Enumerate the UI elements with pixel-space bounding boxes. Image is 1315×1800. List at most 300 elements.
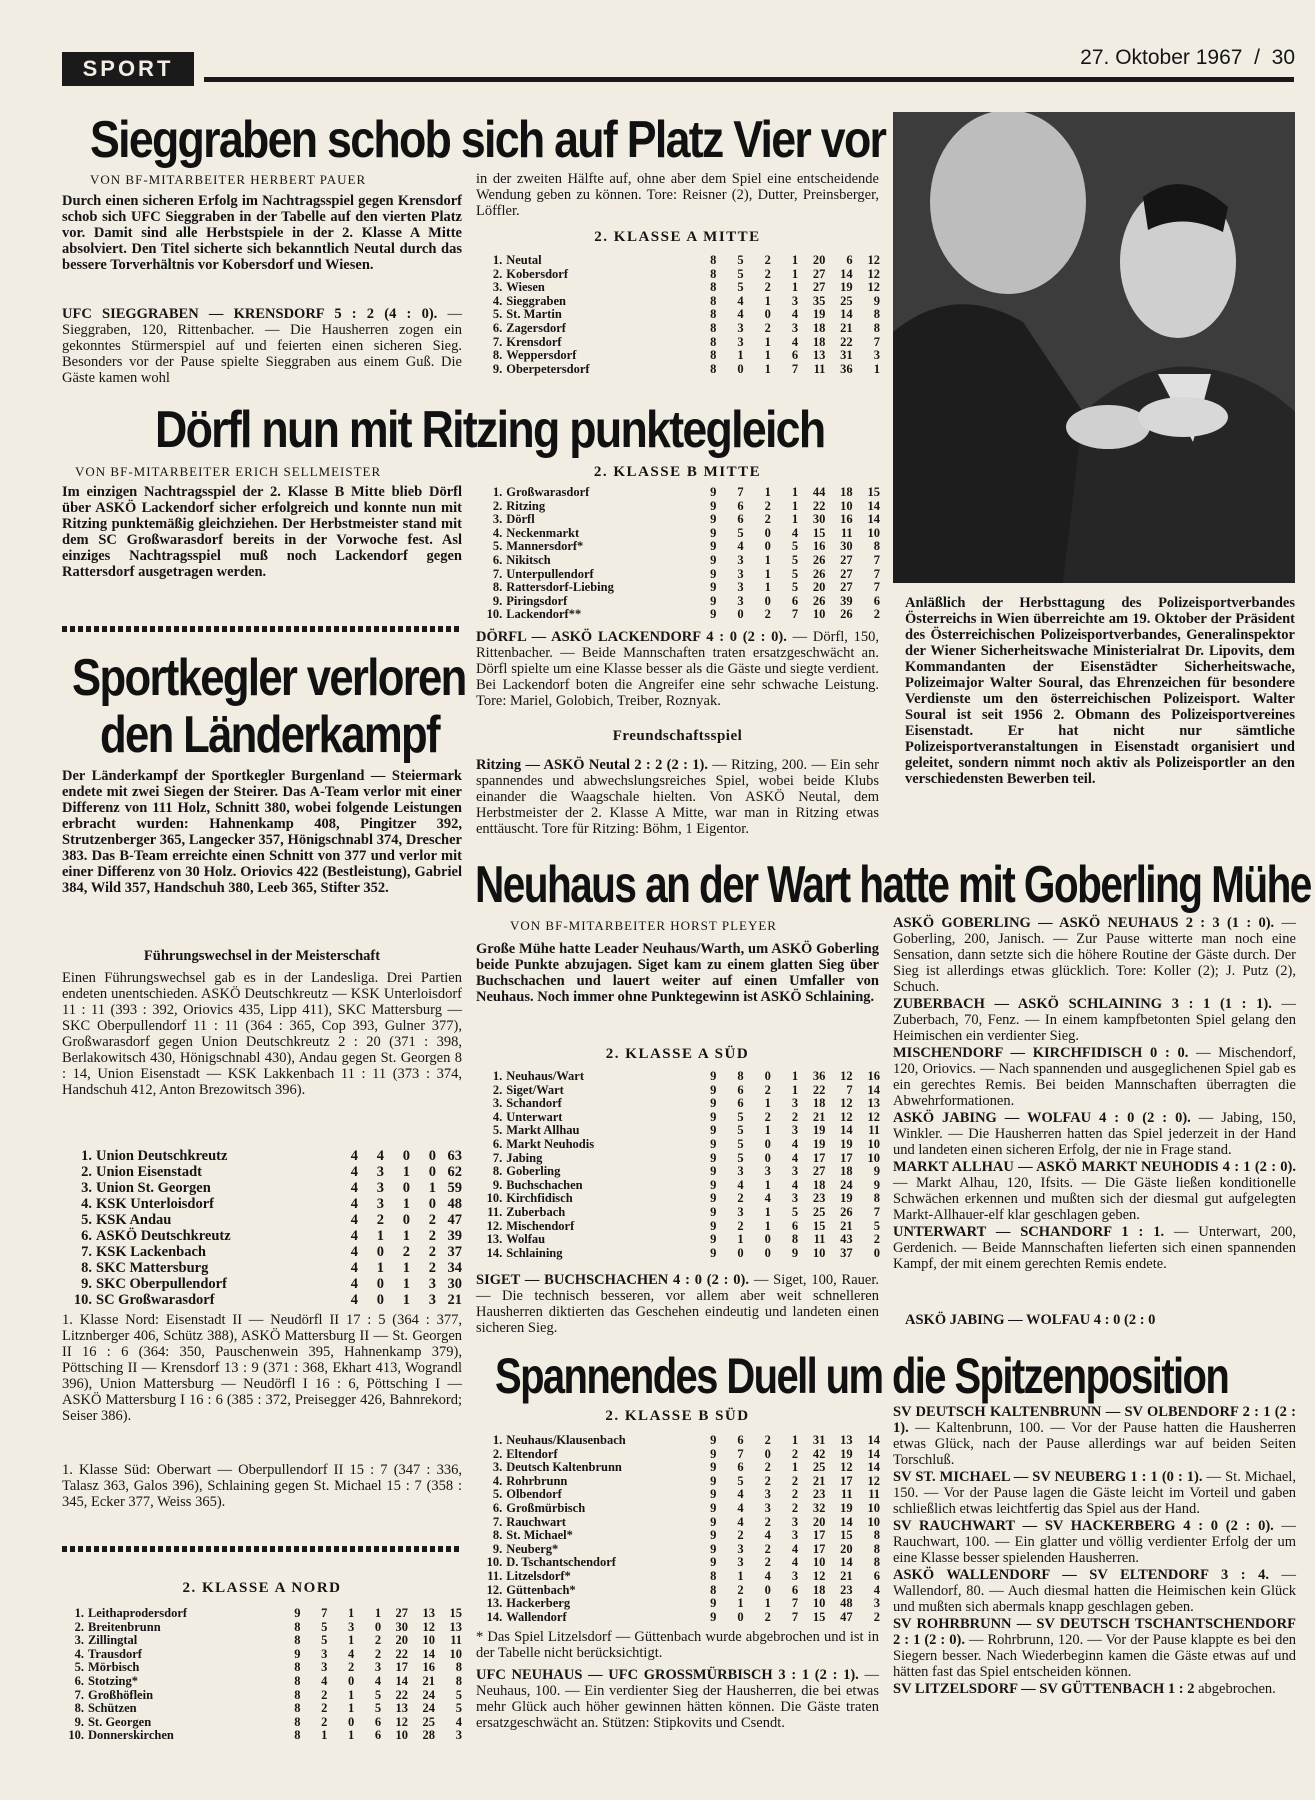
stat-cell: 14 <box>867 512 880 527</box>
team-cell: Jabing <box>506 1150 543 1165</box>
stat-cell: 9 <box>710 1514 717 1529</box>
stat-cell: 2 <box>764 512 771 527</box>
stat-cell: 3 <box>347 1619 355 1634</box>
team-cell: Eltendorf <box>506 1446 558 1461</box>
article-headline-doerfl: Dörfl nun mit Ritzing punktegleich <box>155 401 825 459</box>
team-cell: Unterwart <box>506 1109 563 1124</box>
stat-cell: 8 <box>294 1687 301 1702</box>
stat-cell: 6 <box>737 1096 744 1111</box>
table-row <box>480 1233 880 1247</box>
report-ufc-neuhaus <box>476 1667 879 1731</box>
stat-cell: 0 <box>428 1164 436 1180</box>
stat-cell: 1 <box>791 485 799 499</box>
stat-cell: 8 <box>737 1069 744 1083</box>
stat-cell: 6 <box>374 1714 382 1729</box>
stat-cell: 48 <box>447 1196 462 1212</box>
stat-cell: 14 <box>840 1123 853 1138</box>
stat-cell: 7 <box>791 1609 799 1624</box>
stat-cell: 23 <box>840 1582 853 1597</box>
stat-cell: 19 <box>840 1136 853 1151</box>
stat-cell: 2 <box>764 266 771 281</box>
stat-cell: 6 <box>791 1582 799 1597</box>
stat-cell: 14 <box>840 1514 853 1529</box>
table-row <box>480 1502 880 1516</box>
table-row <box>480 295 880 309</box>
standings-2b-mitte <box>480 486 880 622</box>
stat-cell: 14 <box>867 1460 880 1475</box>
stat-cell: 4 <box>376 1148 384 1164</box>
photo-caption: Anläßlich der Herbsttagung des Polizeisportverbandes Österreichs in Wien überreichte am 19. Oktober der Präsident des Österreichischen Polizeisportverbandes, Generalinspektor der Wiener Sicherheitswache Ministerialrat Dr. Lipovits, dem Kommandanten der Eisenstädter Sicherheitswache, Polizeimajor Walter Soural, das Ehrenzeichen für besondere Verdienste um den österreichischen Polizeisport. Walter Soural ist seit 1956 2. Obmann des Polizeisportvereines Eisenstadt. Er hat nicht nur sämtliche Polizeisportveranstaltungen in Eisenstadt organisiert und geleitet, sondern nimmt noch aktiv als Polizeisportler an den verschiedensten Bewerben teil. <box>905 595 1295 787</box>
stat-cell: 25 <box>812 1460 826 1475</box>
subhead-fuehrungswechsel: Führungswechsel in der Meisterschaft <box>143 948 381 964</box>
page-number: 30 <box>1271 46 1295 69</box>
stat-cell: 14 <box>840 1555 853 1570</box>
stat-cell: 31 <box>812 1433 826 1447</box>
table-row <box>62 1634 462 1648</box>
table-row <box>62 1164 462 1180</box>
stat-cell: 27 <box>812 266 826 281</box>
stat-cell: 5 <box>374 1701 382 1716</box>
stat-cell: 1 <box>737 1568 744 1583</box>
table-row <box>480 1516 880 1530</box>
stat-cell: 3 <box>791 293 799 308</box>
stat-cell: 5 <box>791 580 799 595</box>
rank-cell: 11. <box>487 1568 503 1583</box>
stat-cell: 1 <box>791 1069 799 1083</box>
article-headline-kegler-2: den Länderkampf <box>100 706 439 764</box>
stat-cell: 14 <box>840 307 853 322</box>
stat-cell: 3 <box>321 1660 328 1675</box>
stat-cell: 10 <box>867 1150 880 1165</box>
table-title-2a-sued: 2. KLASSE A SÜD <box>605 1046 750 1062</box>
match-result: UFC SIEGGRABEN — KRENSDORF 5 : 2 (4 : 0). <box>62 306 438 322</box>
standings-table <box>480 1070 880 1260</box>
table-row <box>62 1228 462 1244</box>
stat-cell: 12 <box>840 1096 853 1111</box>
stat-cell: 17 <box>395 1660 409 1675</box>
stat-cell: 12 <box>840 1460 853 1475</box>
stat-cell: 0 <box>347 1673 355 1688</box>
stat-cell: 27 <box>840 566 853 581</box>
stat-cell: 4 <box>321 1673 328 1688</box>
team-cell: Goberling <box>506 1164 561 1179</box>
stat-cell: 12 <box>867 1473 880 1488</box>
stat-cell: 4 <box>764 1191 771 1206</box>
reports-2a-sued <box>893 915 1296 1273</box>
stat-cell: 1 <box>764 348 771 363</box>
stat-cell: 6 <box>791 348 799 363</box>
table-row <box>62 1621 462 1635</box>
rank-cell: 3. <box>74 1633 84 1648</box>
stat-cell: 22 <box>395 1646 409 1661</box>
stat-cell: 25 <box>422 1714 435 1729</box>
team-cell: St. Martin <box>506 307 562 322</box>
footnote-litzelsdorf: * Das Spiel Litzelsdorf — Güttenbach wurde abgebrochen und ist in der Tabelle nicht berücksichtigt. <box>476 1629 879 1661</box>
stat-cell: 8 <box>710 334 717 349</box>
stat-cell: 36 <box>840 361 853 376</box>
stat-cell: 17 <box>840 1150 853 1165</box>
rank-cell: 12. <box>486 1218 503 1233</box>
stat-cell: 1 <box>402 1292 410 1308</box>
team-cell: Litzelsdorf* <box>506 1568 571 1583</box>
table-row <box>480 1097 880 1111</box>
match-text: — Dörfl, 150, Rittenbacher. — Beide Mannschaften traten ersatzgeschwächt an. Dörfl spielte um eine Klasse besser als die Gäste und siegte verdient. Bei Lackendorf boten die Angreifer eine sehr schwache Leistung. Tore: Mariel, Golobich, Treiber, Roznyak. <box>476 629 879 709</box>
stat-cell: 2 <box>791 1500 799 1515</box>
stat-cell: 6 <box>737 498 744 513</box>
stat-cell: 0 <box>428 1148 436 1164</box>
stat-cell: 9 <box>873 1177 880 1192</box>
rank-cell: 5. <box>492 1123 503 1138</box>
stat-cell: 4 <box>350 1212 358 1228</box>
stat-cell: 10 <box>812 1245 826 1260</box>
team-cell: KSK Unterloisdorf <box>96 1196 215 1212</box>
stat-cell: 0 <box>402 1180 410 1196</box>
stat-cell: 12 <box>840 1109 853 1124</box>
stat-cell: 2 <box>873 607 880 622</box>
stat-cell: 5 <box>737 1473 744 1488</box>
byline-sellmeister: VON BF-MITARBEITER ERICH SELLMEISTER <box>75 464 382 479</box>
match-text: — St. Michael, 150. — Vor der Pause lagen die Gäste leicht im Vorteil und gaben schließlich etwas leichtfertig das Spiel aus der Hand. <box>893 1469 1296 1517</box>
stat-cell: 0 <box>376 1244 384 1260</box>
separator-dots <box>62 1546 462 1552</box>
match-result: SV DEUTSCH KALTENBRUNN — SV OLBENDORF 2 : 1 (2 : 1). <box>893 1404 1296 1436</box>
stat-cell: 37 <box>447 1244 462 1260</box>
rank-cell: 2. <box>492 266 503 281</box>
stat-cell: 26 <box>812 593 826 608</box>
rank-cell: 1. <box>492 1069 503 1083</box>
table-row <box>480 1206 880 1220</box>
byline-pauer: VON BF-MITARBEITER HERBERT PAUER <box>90 172 367 187</box>
stat-cell: 8 <box>294 1673 301 1688</box>
match-result: ASKÖ JABING — WOLFAU 4 : 0 (2 : 0). <box>893 1110 1191 1126</box>
rank-cell: 3. <box>81 1180 92 1196</box>
stat-cell: 20 <box>812 253 826 267</box>
match-text: — Siget, 100, Rauer. — Die technisch besseren, vor allem aber weit schnelleren Hausherren diktierten das Geschehen eindeutig und landeten einen sicheren Sieg. <box>476 1272 879 1336</box>
stat-cell: 8 <box>294 1619 301 1634</box>
stat-cell: 30 <box>447 1276 462 1292</box>
stat-cell: 1 <box>376 1260 384 1276</box>
stat-cell: 16 <box>812 539 826 554</box>
stat-cell: 2 <box>764 1473 771 1488</box>
stat-cell: 8 <box>873 1528 880 1543</box>
stat-cell: 0 <box>737 607 744 622</box>
stat-cell: 3 <box>791 1568 799 1583</box>
stat-cell: 2 <box>764 1541 771 1556</box>
stat-cell: 4 <box>791 1541 799 1556</box>
stat-cell: 3 <box>791 1123 799 1138</box>
match-report <box>893 1045 1296 1109</box>
stat-cell: 5 <box>737 1150 744 1165</box>
stat-cell: 7 <box>737 1446 744 1461</box>
stat-cell: 1 <box>764 552 771 567</box>
stat-cell: 18 <box>812 1582 826 1597</box>
stat-cell: 31 <box>840 348 853 363</box>
team-cell: Schandorf <box>506 1096 562 1111</box>
reports-2b-sued <box>893 1404 1296 1698</box>
rank-cell: 9. <box>492 593 503 608</box>
rank-cell: 9. <box>492 1177 503 1192</box>
match-text: — Mischendorf, 120, Oriovics. — Nach spannenden und ausgeglichenen Spiel gab es ein gerechtes Remis. Bei beiden Mannschaften überragten die Abwehrformationen. <box>893 1045 1296 1109</box>
stat-cell: 44 <box>812 485 826 499</box>
table-row <box>62 1729 462 1743</box>
stat-cell: 21 <box>812 1473 826 1488</box>
table-row <box>62 1661 462 1675</box>
table-row <box>480 1084 880 1098</box>
stat-cell: 8 <box>710 1568 717 1583</box>
stat-cell: 6 <box>873 1568 880 1583</box>
stat-cell: 5 <box>455 1701 462 1716</box>
team-cell: Sieggraben <box>506 293 566 308</box>
team-cell: Lackendorf** <box>506 607 582 622</box>
stat-cell: 3 <box>737 320 744 335</box>
rank-cell: 8. <box>492 348 503 363</box>
stat-cell: 9 <box>710 566 717 581</box>
stat-cell: 1 <box>347 1633 355 1648</box>
match-text: — Neuhaus, 100. — Ein verdienter Sieg der Hausherren, die bei etwas mehr Glück auch höher gewinnen hätten können. Die Gäste traten ersatzgeschwächt an. Stützen: Stipkovits und Csendt. <box>476 1667 880 1731</box>
lead-kegler: Der Länderkampf der Sportkegler Burgenland — Steiermark endete mit zwei Siegen der Steirer. Das A-Team verlor mit einer Differenz von 111 Holz, Schnitt 380, wobei folgende Leistungen erbracht wurden: Hahnenkamp 408, Pingitzer 392, Strutzenberger 365, Langecker 357, Hönigschnabl 374, Drescher 383. Das B-Team erreichte einen Schnitt von 377 und verlor mit einer Differenz von 30 Holz. Oriovics 422 (Bestleistung), Gabriel 384, Wild 357, Handschuh 380, Leeb 365, Stifter 352. <box>62 768 462 896</box>
rank-cell: 6. <box>492 552 503 567</box>
stat-cell: 11 <box>840 1487 853 1502</box>
stat-cell: 8 <box>873 320 880 335</box>
stat-cell: 22 <box>395 1687 409 1702</box>
rank-cell: 9. <box>74 1714 84 1729</box>
stat-cell: 1 <box>764 293 771 308</box>
stat-cell: 5 <box>791 566 799 581</box>
stat-cell: 5 <box>374 1687 382 1702</box>
lead-sieggraben: Durch einen sicheren Erfolg im Nachtragsspiel gegen Krensdorf schob sich UFC Sieggraben in der Tabelle auf den vierten Platz vor. Damit sind alle Herbstspiele in der 2. Klasse A Mitte absolviert. Den Titel sicherte sich bekanntlich Neutal durch das bessere Torverhältnis vor Kobersdorf und Wiesen. <box>62 193 462 273</box>
article-headline-kegler-1: Sportkegler verloren <box>72 649 466 707</box>
stat-cell: 26 <box>812 552 826 567</box>
stat-cell: 2 <box>791 1446 799 1461</box>
team-cell: Rattersdorf-Liebing <box>506 580 614 595</box>
team-cell: Unterpullendorf <box>506 566 594 581</box>
stat-cell: 18 <box>812 1177 826 1192</box>
team-cell: Neckenmarkt <box>506 525 580 540</box>
stat-cell: 1 <box>764 566 771 581</box>
stat-cell: 3 <box>428 1292 436 1308</box>
stat-cell: 26 <box>812 566 826 581</box>
stat-cell: 23 <box>812 1191 826 1206</box>
stat-cell: 15 <box>449 1606 462 1620</box>
stat-cell: 1 <box>791 498 799 513</box>
stat-cell: 8 <box>710 280 717 295</box>
stat-cell: 24 <box>422 1701 435 1716</box>
rank-cell: 6. <box>492 1136 503 1151</box>
stat-cell: 7 <box>846 1082 853 1097</box>
stat-cell: 6 <box>846 253 853 267</box>
stat-cell: 30 <box>840 539 853 554</box>
stat-cell: 9 <box>710 1109 717 1124</box>
stat-cell: 21 <box>447 1292 462 1308</box>
stat-cell: 1 <box>764 1218 771 1233</box>
table-row <box>480 1138 880 1152</box>
stat-cell: 6 <box>737 512 744 527</box>
table-row <box>480 1529 880 1543</box>
stat-cell: 5 <box>321 1633 328 1648</box>
stat-cell: 30 <box>395 1619 409 1634</box>
stat-cell: 2 <box>321 1687 328 1702</box>
stat-cell: 1 <box>347 1606 355 1620</box>
standings-landesliga <box>62 1148 462 1308</box>
stat-cell: 9 <box>710 1609 717 1624</box>
report-1-klasse-sued: 1. Klasse Süd: Oberwart — Oberpullendorf II 15 : 7 (347 : 336, Talasz 363, Galos 396), Schlaining gegen St. Michael 15 : 7 (358 : 345, Ecker 377, Weiss 365). <box>62 1462 462 1510</box>
stat-cell: 42 <box>812 1446 826 1461</box>
stat-cell: 3 <box>791 1164 799 1179</box>
stat-cell: 19 <box>812 307 826 322</box>
stat-cell: 7 <box>791 607 799 622</box>
team-cell: Neuberg* <box>506 1541 559 1556</box>
match-report <box>893 1159 1296 1223</box>
stat-cell: 10 <box>395 1728 409 1743</box>
report-landesliga: Einen Führungswechsel gab es in der Landesliga. Drei Partien endeten unentschieden. ASKÖ Deutschkreutz — KSK Unterloisdorf 11 : 11 (393 : 392, Oriovics 435, Lipp 411), SKC Mattersburg — SKC Oberpullendorf 11 : 11 (364 : 365, Cop 393, Gulner 377), Großwarasdorf gegen Union Deutschkreutz 2 : 20 (371 : 398, Berlakowitsch 430, Hönigschnabl 430), Andau gegen St. Georgen 8 : 14, Union Eisenstadt — KSK Lakkenbach 11 : 11 (373 : 374, Handschuh 412, Anton Brezowitsch 396). <box>62 970 462 1098</box>
stat-cell: 62 <box>447 1164 462 1180</box>
stat-cell: 5 <box>321 1619 328 1634</box>
match-result: UNTERWART — SCHANDORF 1 : 1. <box>893 1224 1165 1240</box>
stat-cell: 0 <box>764 1136 771 1151</box>
stat-cell: 16 <box>867 1069 880 1083</box>
stat-cell: 3 <box>428 1276 436 1292</box>
team-cell: SC Großwarasdorf <box>96 1292 215 1308</box>
stat-cell: 9 <box>710 1204 717 1219</box>
stat-cell: 9 <box>710 1123 717 1138</box>
stat-cell: 18 <box>840 1164 853 1179</box>
stat-cell: 11 <box>450 1633 462 1648</box>
stat-cell: 9 <box>710 1555 717 1570</box>
rank-cell: 14. <box>486 1609 503 1624</box>
stat-cell: 14 <box>867 1433 880 1447</box>
stat-cell: 1 <box>376 1228 384 1244</box>
stat-cell: 1 <box>347 1701 355 1716</box>
stat-cell: 2 <box>764 1109 771 1124</box>
stat-cell: 1 <box>764 1596 771 1611</box>
table-row <box>480 363 880 377</box>
table-row <box>480 1247 880 1261</box>
lead-neuhaus: Große Mühe hatte Leader Neuhaus/Warth, um ASKÖ Goberling beide Punkte abzujagen. Siget kam zu einem glatten Sieg über Buchschachen und lauert weiter auf einen Umfaller von Neuhaus. Noch immer ohne Punktegewinn ist ASKÖ Schlaining. <box>476 941 879 1005</box>
rank-cell: 1. <box>74 1606 84 1620</box>
stat-cell: 1 <box>402 1276 410 1292</box>
table-row <box>480 281 880 295</box>
stat-cell: 9 <box>710 1232 717 1247</box>
match-result: MARKT ALLHAU — ASKÖ MARKT NEUHODIS 4 : 1 (2 : 0). <box>893 1159 1296 1175</box>
table-title-2a-nord: 2. KLASSE A NORD <box>182 1580 342 1596</box>
stat-cell: 1 <box>737 1596 744 1611</box>
stat-cell: 1 <box>791 512 799 527</box>
stat-cell: 12 <box>812 1568 826 1583</box>
stat-cell: 2 <box>791 1473 799 1488</box>
stat-cell: 16 <box>422 1660 435 1675</box>
table-row <box>480 1070 880 1084</box>
team-cell: Wiesen <box>506 280 545 295</box>
stat-cell: 19 <box>840 1191 853 1206</box>
stat-cell: 25 <box>812 1204 826 1219</box>
rank-cell: 3. <box>492 1096 503 1111</box>
table-title-2b-mitte: 2. KLASSE B MITTE <box>593 464 762 480</box>
stat-cell: 9 <box>710 512 717 527</box>
stat-cell: 4 <box>350 1196 358 1212</box>
match-report <box>893 915 1296 995</box>
stat-cell: 10 <box>867 1500 880 1515</box>
team-cell: Rohrbrunn <box>506 1473 568 1488</box>
stat-cell: 3 <box>791 320 799 335</box>
match-text: — Jabing, 150, Winkler. — Die Hausherren hatten das Spiel jederzeit in der Hand und landeten einen sicheren Erfolg, der nie in Frage stand. <box>893 1110 1297 1158</box>
rank-cell: 4. <box>74 1646 84 1661</box>
standings-table <box>480 1434 880 1624</box>
team-cell: St. Georgen <box>87 1714 152 1729</box>
stat-cell: 59 <box>447 1180 462 1196</box>
stat-cell: 5 <box>791 1204 799 1219</box>
stat-cell: 3 <box>376 1196 384 1212</box>
stat-cell: 2 <box>764 1609 771 1624</box>
stat-cell: 6 <box>737 1082 744 1097</box>
match-text: — Sieggraben, 120, Rittenbacher. — Die Hausherren zogen ein gekonntes Stürmerspiel auf und feierten einen sicheren Sieg. Besonders vor der Pause spielte Sieggraben aus einem Guß. Die Gäste kamen wohl <box>62 306 463 386</box>
stat-cell: 8 <box>294 1714 301 1729</box>
table-row <box>480 322 880 336</box>
stat-cell: 5 <box>737 280 744 295</box>
team-cell: Mischendorf <box>506 1218 575 1233</box>
stat-cell: 9 <box>710 1596 717 1611</box>
standings-2a-sued <box>480 1070 880 1260</box>
team-cell: Siget/Wart <box>506 1082 564 1097</box>
stat-cell: 9 <box>710 1164 717 1179</box>
stat-cell: 0 <box>402 1148 410 1164</box>
match-report <box>893 1224 1296 1272</box>
stat-cell: 5 <box>737 266 744 281</box>
stat-cell: 9 <box>873 1164 880 1179</box>
header-rule <box>204 77 1294 82</box>
stat-cell: 2 <box>376 1212 384 1228</box>
table-row <box>62 1276 462 1292</box>
stat-cell: 9 <box>710 1460 717 1475</box>
stat-cell: 0 <box>737 1609 744 1624</box>
team-cell: SKC Mattersburg <box>96 1260 209 1276</box>
stat-cell: 5 <box>791 539 799 554</box>
stat-cell: 16 <box>840 512 853 527</box>
rank-cell: 6. <box>74 1673 84 1688</box>
stat-cell: 22 <box>840 334 853 349</box>
rank-cell: 7. <box>492 1150 503 1165</box>
stat-cell: 8 <box>710 293 717 308</box>
stat-cell: 0 <box>764 1069 771 1083</box>
rank-cell: 7. <box>492 334 503 349</box>
match-result: SV ST. MICHAEL — SV NEUBERG 1 : 1 (0 : 1). <box>893 1469 1203 1485</box>
stat-cell: 6 <box>791 593 799 608</box>
rank-cell: 3. <box>492 1460 503 1475</box>
stat-cell: 2 <box>321 1714 328 1729</box>
stat-cell: 7 <box>737 485 744 499</box>
stat-cell: 8 <box>294 1728 301 1743</box>
stat-cell: 19 <box>812 1123 826 1138</box>
stat-cell: 9 <box>710 1096 717 1111</box>
rank-cell: 2. <box>492 1446 503 1461</box>
stat-cell: 14 <box>867 1446 880 1461</box>
stat-cell: 2 <box>428 1228 436 1244</box>
stat-cell: 9 <box>710 1150 717 1165</box>
stat-cell: 0 <box>764 593 771 608</box>
stat-cell: 9 <box>710 1191 717 1206</box>
stat-cell: 4 <box>764 1528 771 1543</box>
stat-cell: 3 <box>455 1728 462 1743</box>
stat-cell: 2 <box>764 1555 771 1570</box>
stat-cell: 3 <box>737 1555 744 1570</box>
stat-cell: 3 <box>737 1204 744 1219</box>
stat-cell: 3 <box>791 1528 799 1543</box>
stat-cell: 10 <box>840 498 853 513</box>
stat-cell: 4 <box>350 1292 358 1308</box>
stat-cell: 9 <box>710 1245 717 1260</box>
table-row <box>480 349 880 363</box>
separator-dots <box>62 626 462 632</box>
stat-cell: 4 <box>791 334 799 349</box>
